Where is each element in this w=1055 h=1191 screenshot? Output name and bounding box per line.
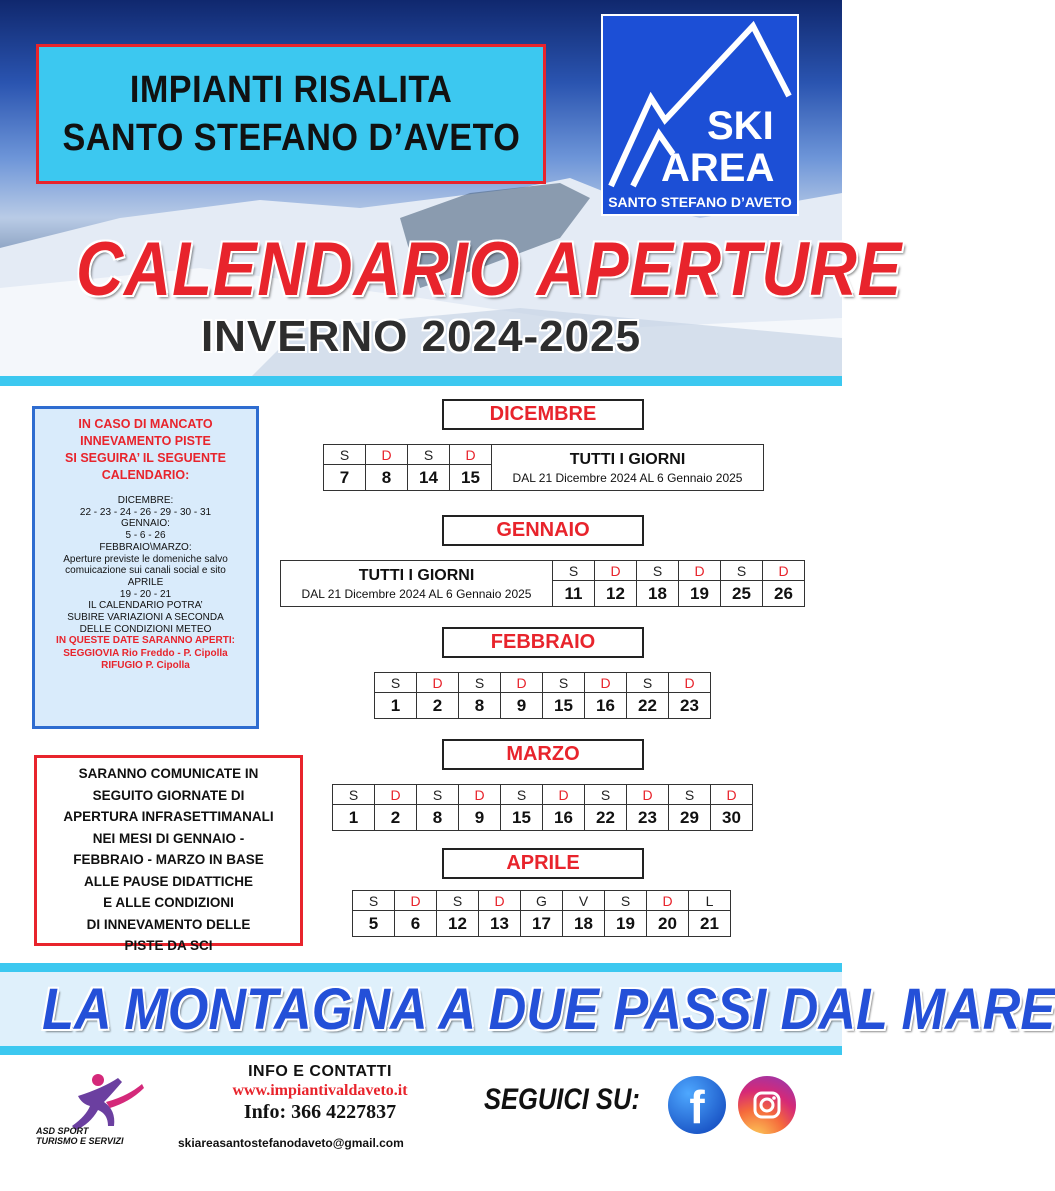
day-letter: S <box>627 673 669 693</box>
day-number: 7 <box>324 465 366 491</box>
notice-line: APERTURA INFRASETTIMANALI <box>63 809 274 824</box>
fallback-calendar-box <box>32 406 259 729</box>
day-letter: D <box>417 673 459 693</box>
day-number: 23 <box>669 693 711 719</box>
day-number: 18 <box>563 911 605 937</box>
day-number: 20 <box>647 911 689 937</box>
main-title: CALENDARIO APERTURE <box>76 227 903 312</box>
fallback-heading: IN CASO DI MANCATO INNEVAMENTO PISTE SI SEGUIRA’ IL SEGUENTE CALENDARIO: <box>65 417 226 482</box>
notice-line: E ALLE CONDIZIONI <box>103 895 234 910</box>
day-letter: D <box>679 561 721 581</box>
day-number: 19 <box>605 911 647 937</box>
day-number: 1 <box>375 693 417 719</box>
day-number: 15 <box>450 465 492 491</box>
everyday-label: TUTTI I GIORNI <box>358 566 475 584</box>
day-letter: S <box>375 673 417 693</box>
month-gennaio: GENNAIO <box>442 515 644 546</box>
day-number: 8 <box>366 465 408 491</box>
calendar-febbraio <box>374 672 711 719</box>
day-letter: S <box>408 445 450 465</box>
slogan: LA MONTAGNA A DUE PASSI DAL MARE <box>42 977 1055 1042</box>
fallback-line: DELLE CONDIZIONI METEO <box>79 623 212 635</box>
day-letter: S <box>333 785 375 805</box>
day-letter: S <box>501 785 543 805</box>
contacts-heading: INFO E CONTATTI <box>248 1063 392 1080</box>
fallback-line: DICEMBRE: <box>117 495 174 506</box>
day-number: 2 <box>375 805 417 831</box>
fallback-line: Aperture previste le domeniche salvo <box>63 553 228 565</box>
ski-area-logo <box>601 14 799 216</box>
day-letter: S <box>353 891 395 911</box>
day-number: 26 <box>763 581 805 607</box>
day-number: 30 <box>711 805 753 831</box>
day-letter: S <box>459 673 501 693</box>
fallback-line: 5 - 6 - 26 <box>125 530 166 542</box>
everyday-label: TUTTI I GIORNI <box>569 450 686 468</box>
day-number: 16 <box>543 805 585 831</box>
notice-line: FEBBRAIO - MARZO IN BASE <box>73 852 264 867</box>
day-number: 23 <box>627 805 669 831</box>
day-letter: D <box>450 445 492 465</box>
header-banner <box>0 0 903 376</box>
month-marzo: MARZO <box>442 739 644 770</box>
day-letter: G <box>521 891 563 911</box>
divider-band <box>0 376 842 386</box>
notice-line: NEI MESI DI GENNAIO - <box>92 830 245 846</box>
logo-place-text: SANTO STEFANO D’AVETO <box>608 194 792 210</box>
day-letter: L <box>689 891 731 911</box>
month-dicembre: DICEMBRE <box>442 399 644 430</box>
day-number: 14 <box>408 465 450 491</box>
day-letter: S <box>605 891 647 911</box>
day-number: 15 <box>501 805 543 831</box>
day-number: 13 <box>479 911 521 937</box>
org-line-1: ASD SPORT <box>36 1126 89 1136</box>
fallback-line: SUBIRE VARIAZIONI A SECONDA <box>67 612 224 624</box>
phone-number: Info: 366 4227837 <box>243 1101 397 1123</box>
day-number: 6 <box>395 911 437 937</box>
day-letter: D <box>763 561 805 581</box>
calendar-marzo <box>332 784 753 831</box>
fallback-line: 22 - 23 - 24 - 26 - 29 - 30 - 31 <box>79 506 212 518</box>
instagram-icon[interactable] <box>738 1076 796 1134</box>
website-link[interactable]: www.impiantivaldaveto.it <box>232 1082 408 1099</box>
logo-ski-text: SKI <box>707 104 774 148</box>
contacts-block <box>190 1063 450 1124</box>
instagram-glyph-icon <box>738 1076 796 1134</box>
day-number: 8 <box>417 805 459 831</box>
title-line-2: SANTO STEFANO D’AVETO <box>62 117 520 159</box>
fallback-red-line: SEGGIOVIA Rio Freddo - P. Cipolla <box>63 647 228 659</box>
day-number: 29 <box>669 805 711 831</box>
day-letter: D <box>459 785 501 805</box>
month-febbraio: FEBBRAIO <box>442 627 644 658</box>
day-letter: D <box>669 673 711 693</box>
org-name <box>36 1126 156 1146</box>
title-line-1: IMPIANTI RISALITA <box>129 69 453 111</box>
fallback-red-line: RIFUGIO P. Cipolla <box>101 660 190 672</box>
logo-area-text: AREA <box>661 146 775 190</box>
day-number: 16 <box>585 693 627 719</box>
day-letter: D <box>647 891 689 911</box>
fallback-line: comuicazione sui canali social e sito <box>65 565 226 577</box>
title-box <box>36 44 546 184</box>
day-number: 18 <box>637 581 679 607</box>
divider-band <box>0 963 842 972</box>
fallback-line: GENNAIO: <box>121 518 170 530</box>
month-aprile: APRILE <box>442 848 644 879</box>
day-letter: S <box>553 561 595 581</box>
calendar-aprile <box>352 890 731 937</box>
day-number: 15 <box>543 693 585 719</box>
day-letter: D <box>585 673 627 693</box>
calendar-gennaio <box>280 560 805 607</box>
day-number: 12 <box>437 911 479 937</box>
day-letter: D <box>366 445 408 465</box>
day-number: 9 <box>501 693 543 719</box>
day-number: 2 <box>417 693 459 719</box>
everyday-cell <box>281 561 553 607</box>
notice-line: SEGUITO GIORNATE DI <box>92 787 245 803</box>
day-letter: S <box>417 785 459 805</box>
day-number: 22 <box>627 693 669 719</box>
day-number: 17 <box>521 911 563 937</box>
notice-line: PISTE DA SCI <box>124 938 213 953</box>
fallback-line: IL CALENDARIO POTRA’ <box>88 600 203 612</box>
day-number: 25 <box>721 581 763 607</box>
everyday-cell <box>492 445 764 491</box>
day-number: 11 <box>553 581 595 607</box>
day-number: 1 <box>333 805 375 831</box>
facebook-icon[interactable]: f <box>668 1076 726 1134</box>
day-number: 5 <box>353 911 395 937</box>
fallback-line: FEBBRAIO\MARZO: <box>99 541 192 553</box>
everyday-range: DAL 21 Dicembre 2024 AL 6 Gennaio 2025 <box>301 586 532 601</box>
day-letter: D <box>627 785 669 805</box>
divider-band <box>0 1046 842 1055</box>
day-letter: S <box>324 445 366 465</box>
day-letter: S <box>721 561 763 581</box>
everyday-range: DAL 21 Dicembre 2024 AL 6 Gennaio 2025 <box>512 470 743 485</box>
day-letter: D <box>501 673 543 693</box>
follow-us-label: SEGUICI SU: <box>484 1083 640 1116</box>
notice-box <box>34 755 303 953</box>
day-letter: D <box>479 891 521 911</box>
notice-line: SARANNO COMUNICATE IN <box>78 766 259 781</box>
calendar-dicembre <box>323 444 764 491</box>
day-letter: V <box>563 891 605 911</box>
fallback-red-line: IN QUESTE DATE SARANNO APERTI: <box>56 635 235 647</box>
day-number: 21 <box>689 911 731 937</box>
season-title: INVERNO 2024-2025 <box>200 312 642 361</box>
day-letter: D <box>595 561 637 581</box>
day-number: 9 <box>459 805 501 831</box>
day-number: 8 <box>459 693 501 719</box>
fallback-line: APRILE <box>127 576 164 588</box>
day-letter: S <box>437 891 479 911</box>
email-link[interactable]: skiareasantostefanodaveto@gmail.com <box>178 1136 404 1150</box>
day-letter: D <box>395 891 437 911</box>
notice-line: ALLE PAUSE DIDATTICHE <box>83 873 253 889</box>
day-letter: D <box>375 785 417 805</box>
org-line-2: TURISMO E SERVIZI <box>36 1136 124 1146</box>
day-letter: S <box>585 785 627 805</box>
day-number: 19 <box>679 581 721 607</box>
day-letter: S <box>669 785 711 805</box>
day-letter: D <box>543 785 585 805</box>
fallback-line: 19 - 20 - 21 <box>119 588 172 600</box>
day-letter: S <box>543 673 585 693</box>
day-number: 22 <box>585 805 627 831</box>
day-letter: S <box>637 561 679 581</box>
day-number: 12 <box>595 581 637 607</box>
day-letter: D <box>711 785 753 805</box>
notice-line: DI INNEVAMENTO DELLE <box>86 916 251 932</box>
